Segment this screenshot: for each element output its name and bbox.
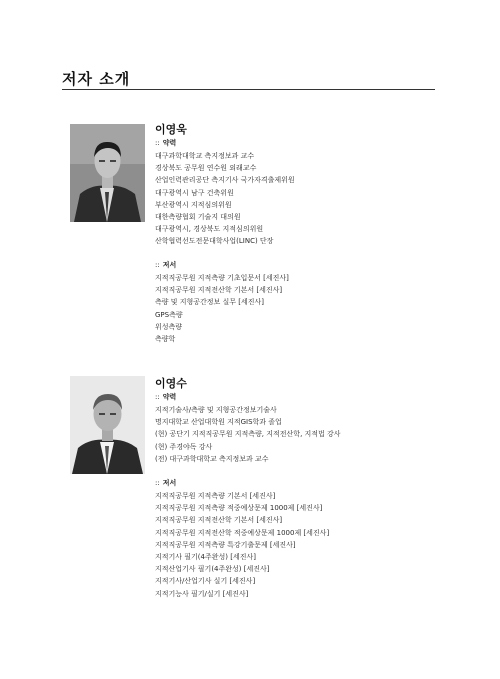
career-item: (현) 주경야독 강사 xyxy=(155,442,213,451)
book-item: 위성측량 xyxy=(155,322,183,331)
author-name: 이영수 xyxy=(155,377,187,390)
career-item: 경상북도 공무원 연수원 외래교수 xyxy=(155,164,257,173)
author-photo xyxy=(70,376,145,474)
book-item: GPS측량 xyxy=(155,310,183,319)
career-item: 지적기술사/측량 및 지형공간정보기술사 xyxy=(155,406,277,414)
career-item: 부산광역시 지적심의위원 xyxy=(155,200,232,209)
author-books-section xyxy=(155,476,329,600)
career-item: 대한측량협회 기술지 대의원 xyxy=(155,212,241,221)
author-photo xyxy=(70,124,145,222)
book-item: 지적직공무원 지적측량 기초입문서 [세진사] xyxy=(155,274,289,282)
book-item: 지적직공무원 지적측량 특강기출문제 [세진사] xyxy=(155,540,296,549)
section-heading: :: 저서 xyxy=(155,479,177,487)
career-item: 명지대학교 산업대학원 지적GIS학과 졸업 xyxy=(155,418,282,427)
section-heading: :: 약력 xyxy=(155,393,177,401)
career-item: 대구광역시 남구 건축위원 xyxy=(155,188,234,197)
career-item: 대구광역시, 경상북도 지적심의위원 xyxy=(155,225,264,234)
career-item: 산학협력선도전문대학사업(LINC) 단장 xyxy=(155,237,274,246)
career-item: 대구과학대학교 측지정보과 교수 xyxy=(155,152,255,160)
book-item: 지적직공무원 지적전산학 적중예상문제 1000제 [세진사] xyxy=(155,528,330,537)
book-item: 지적기능사 필기/실기 [세진사] xyxy=(155,589,249,598)
page-title: 저자 소개 xyxy=(62,70,131,88)
author-books-section xyxy=(155,258,289,345)
book-item: 측량 및 지형공간정보 실무 [세진사] xyxy=(155,298,265,307)
author-career-section xyxy=(155,136,295,248)
book-item: 지적기사/산업기사 실기 [세진사] xyxy=(155,577,256,586)
book-item: 측량학 xyxy=(155,334,176,343)
author-name: 이영욱 xyxy=(155,123,187,136)
book-item: 지적산업기사 필기(4주완성) [세진사] xyxy=(155,565,270,574)
career-item: (현) 공단기 지적직공무원 지적측량, 지적전산학, 지적법 강사 xyxy=(155,430,341,439)
book-item: 지적직공무원 지적전산학 기본서 [세진사] xyxy=(155,516,283,525)
career-item: (전) 대구과학대학교 측지정보과 교수 xyxy=(155,454,269,463)
section-heading: :: 저서 xyxy=(155,261,177,269)
book-item: 지적기사 필기(4주완성) [세진사] xyxy=(155,552,256,561)
author-career-section xyxy=(155,390,341,465)
career-item: 산업인력관리공단 측지기사 국가자격출제위원 xyxy=(155,176,295,185)
section-heading: :: 약력 xyxy=(155,139,177,147)
title-divider xyxy=(62,89,435,90)
book-item: 지적직공무원 지적측량 적중예상문제 1000제 [세진사] xyxy=(155,504,323,513)
book-item: 지적직공무원 지적측량 기본서 [세진사] xyxy=(155,492,276,500)
book-item: 지적직공무원 지적전산학 기본서 [세진사] xyxy=(155,286,283,295)
